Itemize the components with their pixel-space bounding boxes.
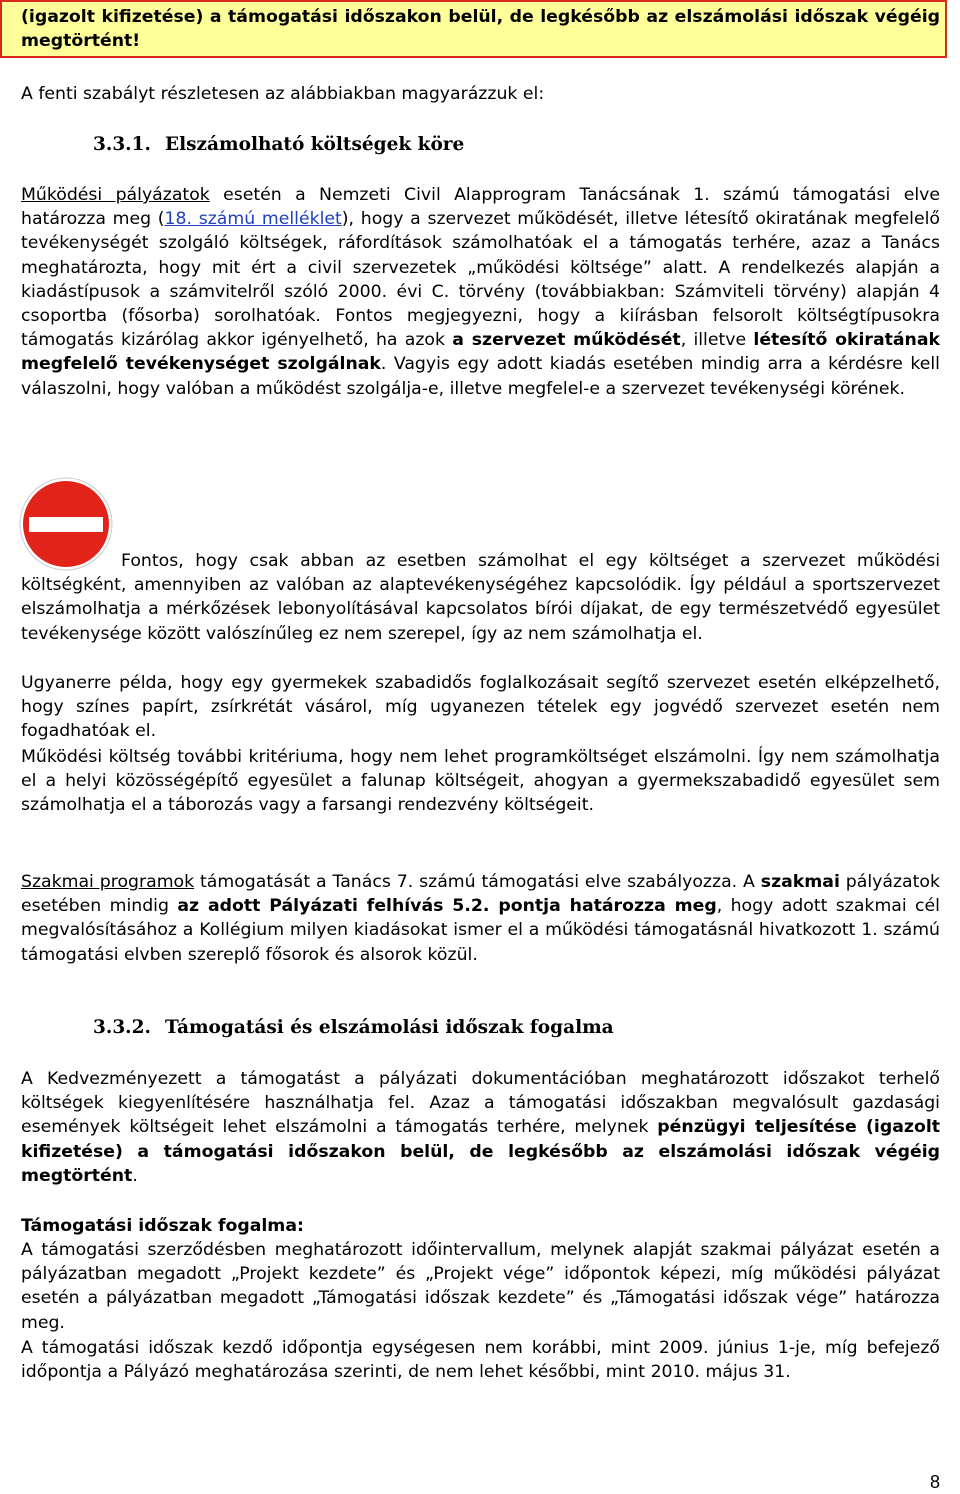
- text-run: támogatását a Tanács 7. számú támogatási elve szabályozza. A: [194, 872, 761, 892]
- bold-run: az adott Pályázati felhívás 5.2. pontja határozza meg: [177, 896, 717, 917]
- paragraph-criteria: Működési költség további kritériuma, hogy nem lehet programköltséget elszámolni. Így nem számolhatja el a helyi közösségépítő egyesület a falunap költségeit, ahogyan a gyermekszabadidő egyesület sem számolhatja el a táborozás vagy a farsangi rendezvény költségeit.: [21, 747, 940, 816]
- text-run: . Vagyis egy adott kiadás esetében mindig arra a kérdésre kell válaszolni, hogy valóban a működést szolgálja-e, illetve megfelel-e a szervezet tevékenységi körének.: [21, 354, 940, 399]
- section-heading-3-3-1: [93, 133, 464, 157]
- bold-run: létesítő okiratának megfelelő tevékenységet szolgálnak: [21, 330, 940, 375]
- text-run: , hogy adott szakmai cél megvalósításához a Kollégium milyen kiadásokat ismer el a működési támogatásnál hivatkozott 1. számú támogatási elvben szereplő fősorok és alsorok közül.: [21, 896, 940, 965]
- text-run: A Kedvezményezett a támogatást a pályázati dokumentációban meghatározott időszakot terhelő költségek kiegyenlítésére használhatja fel. Azaz a támogatási időszakban megvalósult gazdasági események költségeit lehet elszámolni a támogatás terhére, melynek: [21, 1069, 940, 1138]
- bold-run: pénzügyi teljesítése (igazolt kifizetése) a támogatási időszakon belül, de legkésőbb az elszámolási időszak végéig megtörtént: [21, 1117, 940, 1186]
- paragraph-example: Ugyanerre példa, hogy egy gyermekek szabadidős foglalkozásait segítő szervezet esetén elképzelhető, hogy színes papírt, zsírkrétát vásárol, míg ugyanezen tételek egy jogvédő szervezet esetén nem fogadhatóak el.: [21, 673, 940, 742]
- link-szakmai-programok[interactable]: Szakmai programok: [21, 872, 195, 892]
- section-title: Támogatási és elszámolási időszak fogalma: [165, 1017, 614, 1038]
- paragraph-dates: A támogatási időszak kezdő időpontja egységesen nem korábbi, mint 2009. június 1-je, míg befejező időpontja a Pályázó meghatározása szerinti, de nem lehet későbbi, mint 2010. május 31.: [21, 1338, 940, 1383]
- section-heading-3-3-2: [93, 1016, 614, 1040]
- section-title: Elszámolható költségek köre: [165, 134, 465, 155]
- bold-run: szakmai: [760, 872, 840, 892]
- bold-run: a szervezet működését: [452, 330, 681, 351]
- paragraph-periods: [21, 1067, 940, 1188]
- link-attachment-18[interactable]: 18. számú melléklet: [164, 209, 342, 230]
- text-run: pályázatok esetében mindig: [21, 872, 940, 917]
- banner-text: (igazolt kifizetése) a támogatási időszakon belül, de legkésőbb az elszámolási időszak végéig megtörtént!: [21, 7, 940, 52]
- text-run: esetén a Nemzeti Civil Alapprogram Tanácsának 1. számú támogatási elve határozza meg (: [21, 185, 940, 230]
- link-mukodesi-palyazatok[interactable]: Működési pályázatok: [21, 185, 210, 205]
- section-number: 3.3.2.: [93, 1017, 151, 1038]
- page-number: 8: [929, 1472, 940, 1492]
- paragraph-definition: A támogatási szerződésben meghatározott időintervallum, melynek alapját szakmai pályázat esetén a pályázatban megadott „Projekt kezdete” és „Projekt vége” időpontok képezi, míg működési pályázat esetén a pályázatban megadott „Támogatási időszak kezdete” és „Támogatási időszak vége” határozza meg.: [21, 1240, 940, 1333]
- paragraph-operating-costs: [21, 183, 940, 401]
- paragraph-professional-programs: [21, 870, 940, 967]
- paragraph-important: Fontos, hogy csak abban az esetben számolhat el egy költséget a szervezet működési költségként, amennyiben az valóban az alaptevékenységéhez kapcsolódik. Így például a sportszervezet elszámolhatja a mérkőzések lebonyolításával kapcsolatos bírói díjakat, de egy természetvédő egyesület tevékenysége között valószínűleg ez nem szerepel, így az nem számolhatja el.: [21, 551, 940, 644]
- text-run: ), hogy a szervezet működését, illetve létesítő okiratának megfelelő tevékenységét szolgáló költségek, ráfordítások számolhatóak el a támogatás terhére, azaz a Tanács meghatározta, hogy mit ért a civil szervezetek „működési költsége” alatt. A rendelkezés alapján a kiadástípusok a számvitelről szóló 2000. évi C. törvény (továbbiakban: Számviteli törvény) alapján 4 csoportba (fősorba) sorolhatóak. Fontos megjegyezni, hogy a kiírásban felsorolt költségtípusokra támogatás kizárólag akkor igényelhető, ha azok: [21, 209, 940, 351]
- section-number: 3.3.1.: [93, 134, 151, 155]
- intro-paragraph: A fenti szabályt részletesen az alábbiakban magyarázzuk el:: [21, 84, 545, 104]
- text-run: .: [132, 1165, 138, 1186]
- definition-heading: Támogatási időszak fogalma:: [21, 1216, 304, 1236]
- text-run: , illetve: [680, 330, 754, 351]
